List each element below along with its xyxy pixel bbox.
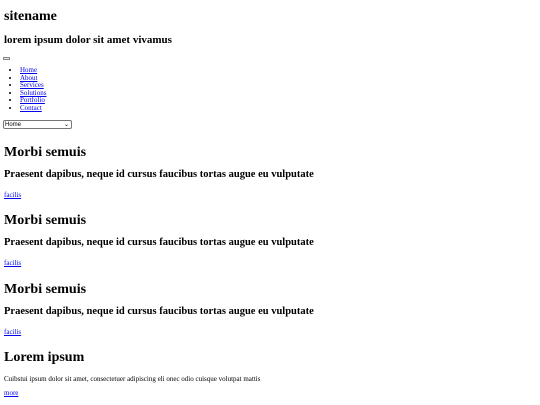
post-2 bbox=[4, 213, 314, 267]
post-subtitle: Praesent dapibus, neque id cursus faucibus tortas augue eu vulputate bbox=[4, 237, 314, 248]
post-link[interactable]: facilis bbox=[4, 191, 22, 199]
nav-link-about[interactable]: About bbox=[20, 73, 38, 82]
post-1 bbox=[4, 145, 314, 199]
post-subtitle: Praesent dapibus, neque id cursus faucibus tortas augue eu vulputate bbox=[4, 306, 314, 317]
main-nav bbox=[8, 67, 46, 112]
more-link[interactable]: more bbox=[4, 389, 19, 397]
post-link[interactable]: facilis bbox=[4, 259, 22, 267]
nav-link-services[interactable]: Services bbox=[20, 81, 44, 89]
nav-select-value: Home bbox=[5, 121, 22, 128]
post-title: Morbi semuis bbox=[4, 282, 87, 297]
post-link[interactable]: facilis bbox=[4, 328, 22, 336]
footer-post-title: Lorem ipsum bbox=[4, 350, 85, 365]
post-title: Morbi semuis bbox=[4, 145, 87, 160]
post-title: Morbi semuis bbox=[4, 213, 87, 228]
nav-link-home[interactable]: Home bbox=[20, 66, 38, 74]
site-name: sitename bbox=[4, 9, 57, 24]
footer-post bbox=[4, 350, 261, 397]
nav-link-solutions[interactable]: Solutions bbox=[20, 88, 47, 97]
nav-item-contact bbox=[20, 105, 46, 113]
footer-post-body: Cuibstui ipsum dolor sit amet, consectetuer adipiscing eli onec odio cuisque volutpat mattis bbox=[4, 375, 261, 383]
nav-link-contact[interactable]: Contact bbox=[20, 103, 42, 112]
nav-link-portfolio[interactable]: Portfolio bbox=[20, 96, 45, 104]
post-3 bbox=[4, 282, 314, 336]
site-tagline: lorem ipsum dolor sit amet vivamus bbox=[4, 34, 172, 46]
menu-toggle-button[interactable] bbox=[3, 57, 10, 60]
post-subtitle: Praesent dapibus, neque id cursus faucibus tortas augue eu vulputate bbox=[4, 169, 314, 180]
chevron-down-icon: ⌄ bbox=[63, 122, 69, 128]
nav-select[interactable] bbox=[3, 120, 72, 129]
